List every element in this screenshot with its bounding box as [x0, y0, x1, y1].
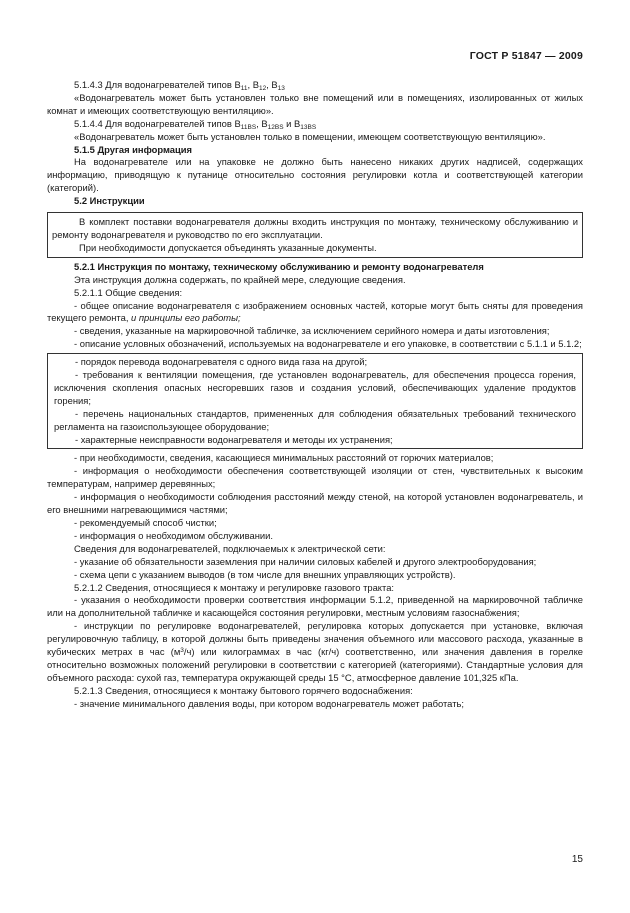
list-item	[47, 620, 583, 685]
clause-5-1-4-4	[47, 118, 583, 131]
section-heading: 5.1.5 Другая информация	[74, 143, 193, 155]
paragraph: 5.2.1.2 Сведения, относящиеся к монтажу и регулировке газового тракта:	[74, 581, 395, 593]
text: и B	[283, 117, 301, 129]
page-number: 15	[571, 854, 583, 866]
text: - инструкции по регулировке водонагревателей, регулировка которых допускается при установке, включая регулировочную таблицу, в которой должны быть приведены значения объемного или массового расхода, указанные в кубических метрах в час (м	[47, 620, 583, 658]
section-heading: 5.2.1 Инструкция по монтажу, техническому обслуживанию и ремонту водонагревателя	[74, 260, 484, 272]
subscript: 11	[240, 85, 248, 92]
subscript: 12	[258, 85, 267, 92]
list-item: - информация о необходимости соблюдения расстояний между стеной, на которой установлен водонагреватель, и его внешними нагревающимися частями;	[47, 491, 583, 516]
text: , B	[247, 79, 259, 90]
subscript: 11BS	[240, 123, 257, 131]
paragraph: «Водонагреватель может быть установлен только в помещении, имеющем соответствующую вентиляцию».	[74, 130, 546, 142]
section-heading: 5.2 Инструкции	[74, 195, 145, 207]
list-item: - значение минимального давления воды, при котором водонагреватель может работать;	[74, 697, 464, 709]
list-item: - перечень национальных стандартов, примененных для соблюдения обязательных требований технического регламента на газоиспользующее оборудование;	[54, 407, 576, 432]
paragraph: Сведения для водонагревателей, подключаемых к электрической сети:	[74, 542, 386, 554]
text: , B	[256, 117, 268, 129]
list-item: - схема цепи с указанием выводов (в том числе для внешних управляющих устройств).	[74, 568, 456, 580]
text: 5.1.4.3 Для водонагревателей типов B	[74, 79, 241, 90]
italic-text: и принципы его работы;	[131, 312, 241, 324]
clause-5-1-4-3	[47, 79, 583, 92]
list-item: - сведения, указанные на маркировочной табличке, за исключением серийного номера и даты изготовления;	[74, 325, 550, 337]
subscript: 13	[277, 85, 285, 92]
list-item: - указание об обязательности заземления при наличии силовых кабелей и другого электрооборудования;	[74, 555, 537, 567]
list-item	[47, 300, 583, 326]
text: 5.1.4.4 Для водонагревателей типов B	[74, 117, 241, 129]
text: - общее описание водонагревателя с изображением основных частей, которые могут быть сняты для проведения текущего ремонта,	[47, 299, 583, 324]
paragraph: «Водонагреватель может быть установлен только вне помещений или в помещениях, изолированных от жилых комнат и имеющих соответствующую вентиляцию».	[47, 91, 583, 116]
paragraph: В комплект поставки водонагревателя должны входить инструкция по монтажу, техническому обслуживанию и ремонту водонагревателя и руководство по его эксплуатации.	[52, 216, 578, 240]
text: /ч) или килограммах в час (кг/ч) соответственно, или значения давления в горелке относительно возможных положений регулировки в соответствии с категорией (категориями). Стандартные условия для объемного расхода: сухой газ, температура окружающей среды 15 °С, атмосферное давление 101,325 кПа.	[47, 646, 583, 683]
list-item: - характерные неисправности водонагревателя и методы их устранения;	[75, 433, 393, 445]
list-item: - информация о необходимом обслуживании.	[74, 529, 273, 541]
framed-text-box	[47, 212, 583, 258]
subscript: 12BS	[267, 123, 284, 131]
list-item: - описание условных обозначений, используемых на водонагревателе и его упаковке, в соответствии с 5.1.1 и 5.1.2;	[74, 338, 582, 350]
paragraph: При необходимости допускается объединять указанные документы.	[79, 241, 377, 253]
list-item: - требования к вентиляции помещения, где установлен водонагреватель, для обеспечения процесса горения, исключения скопления опасных несгоревших газов и создания условий, обеспечивающих удаление продуктов горения;	[54, 369, 576, 406]
list-item: - порядок перевода водонагревателя с одного вида газа на другой;	[75, 356, 368, 368]
framed-list-box	[47, 353, 583, 449]
list-item: - указания о необходимости проверки соответствия информации 5.1.2, приведенной на маркировочной табличке или на дополнительной табличке и касающейся состояния регулировки, местным условиям газоснабжения;	[47, 594, 583, 619]
subscript: 13BS	[300, 123, 317, 131]
list-item: - при необходимости, сведения, касающиеся минимальных расстояний от горючих материалов;	[74, 452, 494, 464]
list-item: - рекомендуемый способ чистки;	[74, 517, 217, 528]
page-header: ГОСТ Р 51847 — 2009	[469, 50, 583, 62]
list-item: - информация о необходимости обеспечения соответствующей изоляции от стен, чувствительных к высоким температурам, например деревянных;	[47, 465, 583, 490]
paragraph: 5.2.1.3 Сведения, относящиеся к монтажу бытового горячего водоснабжения:	[74, 684, 413, 696]
paragraph: Эта инструкция должна содержать, по крайней мере, следующие сведения.	[74, 273, 406, 285]
document-body	[47, 79, 583, 711]
paragraph: На водонагревателе или на упаковке не должно быть нанесено никаких других надписей, содержащих информацию, приводящую к путанице относительно состояния регулировки котла и соответствующей категории (категорий).	[47, 156, 583, 194]
text: , B	[266, 79, 278, 90]
paragraph: 5.2.1.1 Общие сведения:	[74, 286, 183, 298]
superscript: 3	[180, 647, 184, 655]
